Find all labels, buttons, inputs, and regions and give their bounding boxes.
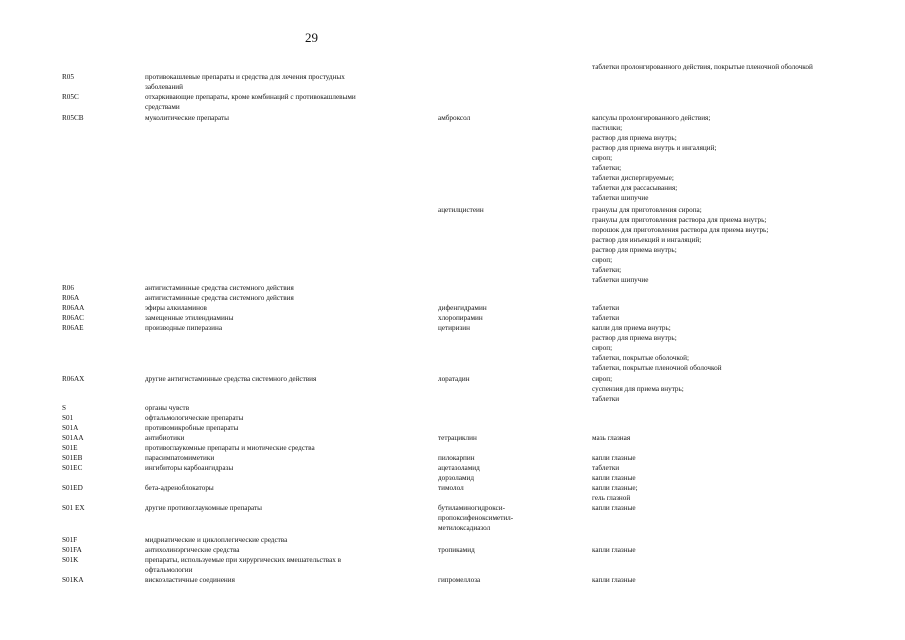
dosage-forms-line: капсулы пролонгированного действия; — [592, 114, 711, 122]
group-name — [145, 92, 415, 112]
atc-code: R06AE — [62, 324, 84, 332]
group-name — [145, 413, 415, 423]
dosage-forms — [592, 453, 892, 463]
dosage-forms — [592, 545, 892, 555]
group-name — [145, 483, 415, 493]
dosage-forms — [592, 575, 892, 585]
dosage-forms — [592, 113, 892, 203]
drug-name — [438, 323, 578, 333]
group-name-line: органы чувств — [145, 404, 190, 412]
dosage-forms — [592, 483, 892, 503]
atc-code: R06AX — [62, 375, 85, 383]
atc-code: S01ED — [62, 484, 83, 492]
dosage-forms-line: таблетки диспергируемые; — [592, 174, 674, 182]
dosage-forms-line: раствор для приема внутрь; — [592, 246, 677, 254]
dosage-forms-line: гель глазной — [592, 494, 631, 502]
drug-name — [438, 503, 578, 533]
group-name-line: парасимпатомиметики — [145, 454, 215, 462]
atc-code: R06AA — [62, 304, 85, 312]
group-name — [145, 293, 415, 303]
atc-code: S — [62, 404, 66, 412]
dosage-forms-line: таблетки, покрытые оболочкой; — [592, 354, 689, 362]
dosage-forms-line: раствор для инъекций и ингаляций; — [592, 236, 702, 244]
drug-name-line: амброксол — [438, 114, 471, 122]
dosage-forms — [592, 463, 892, 473]
dosage-forms-line: раствор для приема внутрь и ингаляций; — [592, 144, 717, 152]
drug-name — [438, 433, 578, 443]
dosage-forms — [592, 205, 892, 285]
atc-code: R05C — [62, 93, 79, 101]
atc-code: S01FA — [62, 546, 82, 554]
group-name-line: противокашлевые препараты и средства для лечения простудных — [145, 73, 345, 81]
group-name — [145, 433, 415, 443]
group-name — [145, 575, 415, 585]
atc-code: S01E — [62, 444, 78, 452]
atc-code: R06AC — [62, 314, 84, 322]
group-name — [145, 72, 415, 92]
group-name — [145, 313, 415, 323]
group-name — [145, 545, 415, 555]
group-name — [145, 535, 415, 545]
drug-name-line: ацетилцистеин — [438, 206, 484, 214]
atc-code: R06A — [62, 294, 80, 302]
dosage-forms-line: гранулы для приготовления сиропа; — [592, 206, 702, 214]
dosage-forms-line: мазь глазная — [592, 434, 631, 442]
group-name — [145, 443, 415, 453]
group-name-line: замещенные этилендиамины — [145, 314, 234, 322]
drug-name — [438, 313, 578, 323]
group-name-line: заболеваний — [145, 83, 183, 91]
drug-name-line: тетрациклин — [438, 434, 477, 442]
drug-name-line: цетиризин — [438, 324, 470, 332]
atc-code: S01F — [62, 536, 78, 544]
drug-name — [438, 303, 578, 313]
drug-name-line: гипромеллоза — [438, 576, 481, 584]
drug-name-line: хлоропирамин — [438, 314, 483, 322]
drug-name-line: метилоксадиазол — [438, 524, 491, 532]
atc-code: R06 — [62, 284, 74, 292]
dosage-forms-line: сироп; — [592, 344, 613, 352]
drug-name-line: тропикамид — [438, 546, 475, 554]
group-name — [145, 113, 415, 123]
dosage-forms-line: сироп; — [592, 375, 613, 383]
drug-name-line: бутиламиногидрокси- — [438, 504, 505, 512]
atc-code: S01AA — [62, 434, 84, 442]
dosage-forms — [592, 503, 892, 513]
group-name-line: муколитические препараты — [145, 114, 229, 122]
dosage-forms-line: сироп; — [592, 154, 613, 162]
drug-name-line: дифенгидрамин — [438, 304, 487, 312]
dosage-forms-line: таблетки; — [592, 266, 622, 274]
dosage-forms-line: капли глазные — [592, 546, 636, 554]
group-name — [145, 555, 415, 575]
drug-name — [438, 113, 578, 123]
page-number: 29 — [305, 30, 318, 45]
group-name-line: офтальмологии — [145, 566, 193, 574]
group-name — [145, 403, 415, 413]
group-name — [145, 283, 415, 293]
dosage-forms — [592, 473, 892, 483]
drug-name-line: дорзоламид — [438, 474, 475, 482]
group-name-line: эфиры алкиламинов — [145, 304, 207, 312]
dosage-forms-line: таблетки для рассасывания; — [592, 184, 678, 192]
group-name-line: антибиотики — [145, 434, 185, 442]
group-name-line: средствами — [145, 103, 180, 111]
drug-name — [438, 575, 578, 585]
drug-name — [438, 463, 578, 473]
atc-code: S01 — [62, 414, 74, 422]
drug-name — [438, 205, 578, 215]
group-name — [145, 463, 415, 473]
drug-name — [438, 545, 578, 555]
dosage-forms-line: пастилки; — [592, 124, 623, 132]
dosage-forms-line: таблетки шипучие — [592, 276, 649, 284]
dosage-forms-line: капли глазные; — [592, 484, 638, 492]
atc-code: R05 — [62, 73, 74, 81]
dosage-forms — [592, 323, 892, 373]
drug-name-line: пилокарпин — [438, 454, 475, 462]
drug-name — [438, 483, 578, 493]
group-name-line: ингибиторы карбоангидразы — [145, 464, 234, 472]
group-name-line: мидриатические и циклоплегические средства — [145, 536, 288, 544]
dosage-forms-line: капли глазные — [592, 576, 636, 584]
group-name-line: антихолинэргические средства — [145, 546, 240, 554]
group-name — [145, 374, 415, 384]
drug-name — [438, 374, 578, 384]
dosage-forms-line: порошок для приготовления раствора для приема внутрь; — [592, 226, 769, 234]
dosage-forms-line: таблетки шипучие — [592, 194, 649, 202]
dosage-forms-line: раствор для приема внутрь; — [592, 334, 677, 342]
group-name — [145, 303, 415, 313]
group-name-line: отхаркивающие препараты, кроме комбинаций с противокашлевыми — [145, 93, 356, 101]
atc-code: S01 EX — [62, 504, 85, 512]
group-name-line: офтальмологические препараты — [145, 414, 244, 422]
drug-name-line: лоратадин — [438, 375, 470, 383]
dosage-forms-line: суспензия для приема внутрь; — [592, 385, 684, 393]
continued-dosage-form: таблетки пролонгированного действия, покрытые пленочной оболочкой — [592, 63, 813, 71]
dosage-forms — [592, 433, 892, 443]
dosage-forms-line: капли глазные — [592, 454, 636, 462]
group-name — [145, 423, 415, 433]
atc-code: S01A — [62, 424, 79, 432]
group-name-line: антигистаминные средства системного действия — [145, 284, 294, 292]
drug-name-line: пропоксифеноксиметил- — [438, 514, 514, 522]
dosage-forms — [592, 313, 892, 323]
group-name — [145, 453, 415, 463]
dosage-forms-line: капли для приема внутрь; — [592, 324, 671, 332]
dosage-forms-line: капли глазные — [592, 474, 636, 482]
dosage-forms-line: таблетки; — [592, 164, 622, 172]
drug-name-line: тимолол — [438, 484, 464, 492]
atc-code: S01EC — [62, 464, 83, 472]
dosage-forms-line: таблетки — [592, 464, 620, 472]
dosage-forms-line: сироп; — [592, 256, 613, 264]
group-name-line: препараты, используемые при хирургических вмешательствах в — [145, 556, 342, 564]
dosage-forms — [592, 303, 892, 313]
group-name-line: вискоэластичные соединения — [145, 576, 235, 584]
drug-name — [438, 453, 578, 463]
dosage-forms-line: таблетки — [592, 304, 620, 312]
group-name-line: противоглаукомные препараты и миотические средства — [145, 444, 315, 452]
group-name — [145, 503, 415, 513]
group-name — [145, 323, 415, 333]
dosage-forms-line: таблетки, покрытые пленочной оболочкой — [592, 364, 722, 372]
dosage-forms-line: гранулы для приготовления раствора для приема внутрь; — [592, 216, 767, 224]
dosage-forms-line: таблетки — [592, 314, 620, 322]
dosage-forms-line: таблетки — [592, 395, 620, 403]
dosage-forms-line: капли глазные — [592, 504, 636, 512]
drug-name — [438, 473, 578, 483]
group-name-line: антигистаминные средства системного действия — [145, 294, 294, 302]
group-name-line: бета-адреноблокаторы — [145, 484, 214, 492]
group-name-line: производные пиперазина — [145, 324, 223, 332]
atc-code: S01KA — [62, 576, 84, 584]
group-name-line: другие антигистаминные средства системного действия — [145, 375, 317, 383]
drug-name-line: ацетазоламид — [438, 464, 480, 472]
group-name-line: противомикробные препараты — [145, 424, 239, 432]
atc-code: S01K — [62, 556, 79, 564]
atc-code: S01EB — [62, 454, 83, 462]
atc-code: R05CB — [62, 114, 84, 122]
group-name-line: другие противоглаукомные препараты — [145, 504, 263, 512]
dosage-forms — [592, 374, 892, 404]
dosage-forms-line: раствор для приема внутрь; — [592, 134, 677, 142]
